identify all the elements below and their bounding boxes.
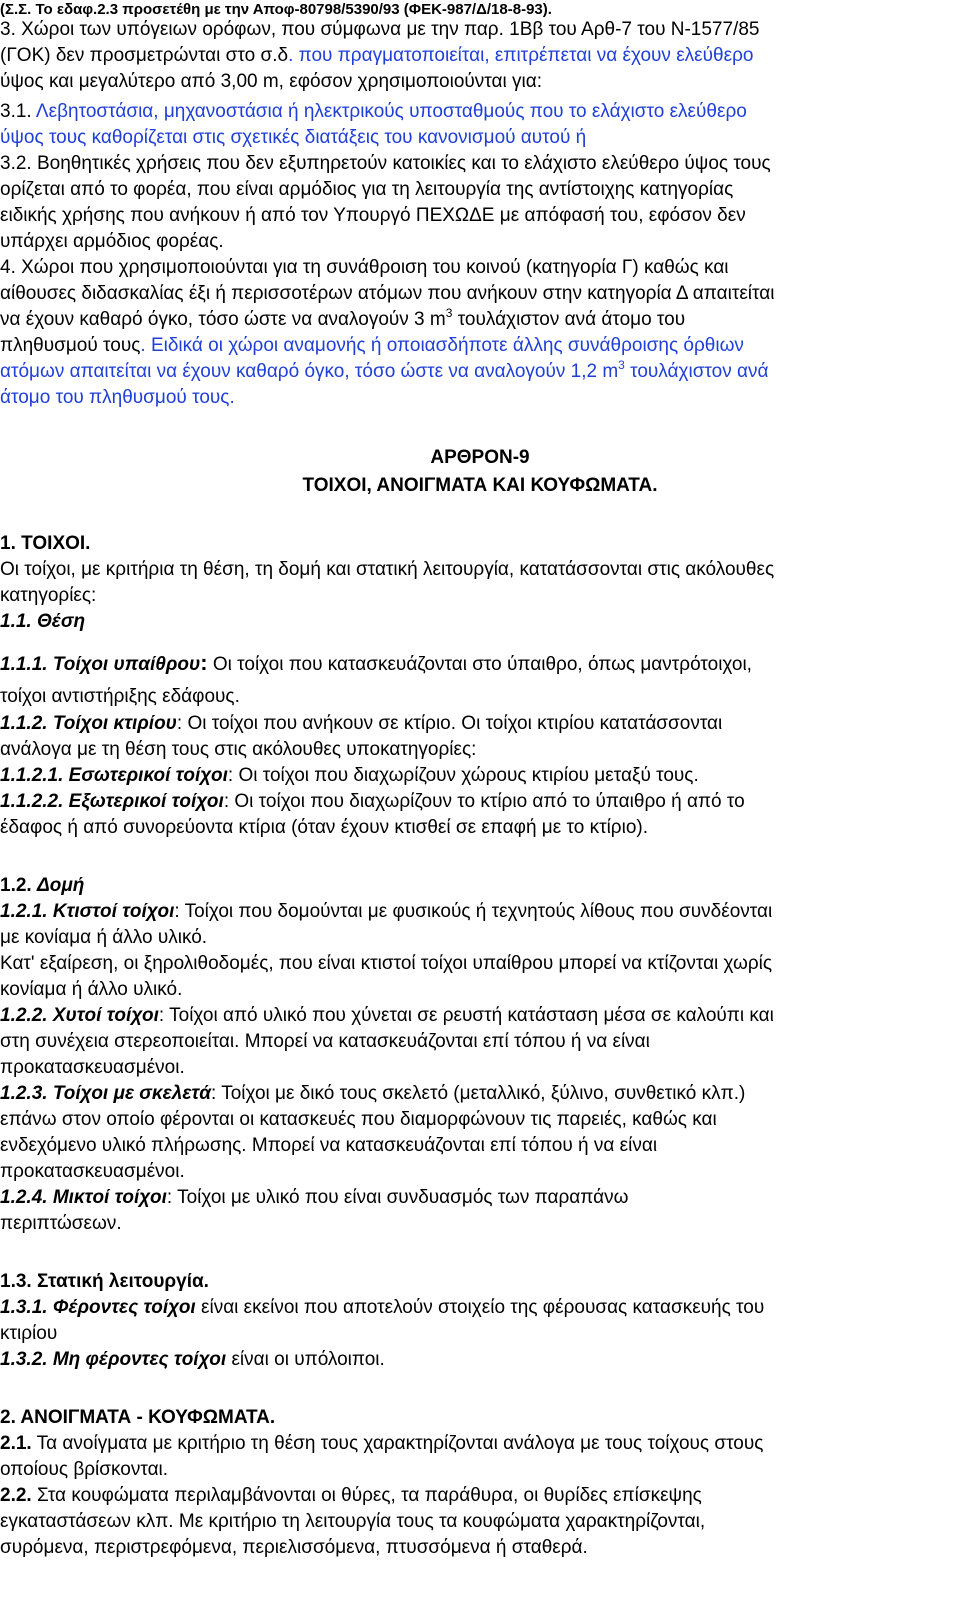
subsection-1-2-2-line-1: 1.2.2. Χυτοί τοίχοι: Τοίχοι από υλικό που χύνεται σε ρευστή κατάσταση μέσα σε καλούπι και [0,1005,774,1026]
subsection-1-3-2-line-1: 1.3.2. Μη φέροντες τοίχοι είναι οι υπόλοιποι. [0,1349,385,1370]
paragraph-4-line-6: άτομο του πληθυσμού τους. [0,387,235,408]
subsection-1-2-2-line-2: στη συνέχεια στερεοποιείται. Μπορεί να κατασκευάζονται επί τόπου ή να είναι [0,1031,650,1052]
subsection-1-1-2-1-line-1: 1.1.2.1. Εσωτερικοί τοίχοι: Οι τοίχοι που διαχωρίζουν χώρους κτιρίου μεταξύ τους. [0,765,699,786]
paragraph-3-1-line-2: ύψος τους καθορίζεται στις σχετικές διατάξεις του κανονισμού αυτού ή [0,127,587,148]
subsection-2-2-line-3: συρόμενα, περιστρεφόμενα, περιελισσόμενα, πτυσσόμενα ή σταθερά. [0,1537,588,1558]
subsection-2-2-line-2: εγκαταστάσεων κλπ. Με κριτήριο τη λειτουργία τους τα κουφώματα χαρακτηρίζονται, [0,1511,706,1532]
paragraph-3-line-3: ύψος και μεγαλύτερο από 3,00 m, εφόσον χρησιμοποιούνται για: [0,71,543,92]
subsection-1-1-1-line-1: 1.1.1. Τοίχοι υπαίθρου: Οι τοίχοι που κατασκευάζονται στο ύπαιθρο, όπως μαντρότοιχοι, [0,650,752,675]
subsection-1-2-3-line-1: 1.2.3. Τοίχοι με σκελετά: Τοίχοι με δικό τους σκελετό (μεταλλικό, ξύλινο, συνθετικό κλπ.) [0,1083,746,1104]
subsection-1-1-2-line-1: 1.1.2. Τοίχοι κτιρίου: Οι τοίχοι που ανήκουν σε κτίριο. Οι τοίχοι κτιρίου κατατάσσονται [0,713,723,734]
subsection-1-2-1-line-1: 1.2.1. Κτιστοί τοίχοι: Τοίχοι που δομούνται με φυσικούς ή τεχνητούς λίθους που συνδέονται [0,901,773,922]
subsection-1-1-1-line-2: τοίχοι αντιστήριξης εδάφους. [0,686,240,707]
subsection-2-2-line-1: 2.2. Στα κουφώματα περιλαμβάνονται οι θύρες, τα παράθυρα, οι θυρίδες επίσκεψης [0,1485,702,1506]
subsection-1-2-4-line-1: 1.2.4. Μικτοί τοίχοι: Τοίχοι με υλικό που είναι συνδυασμός των παραπάνω [0,1187,629,1208]
paragraph-4-line-2: αίθουσες διδασκαλίας έξι ή περισσοτέρων ατόμων που ανήκουν στην κατηγορία Δ απαιτείται [0,283,775,304]
paragraph-3-1-line-1: 3.1. Λεβητοστάσια, μηχανοστάσια ή ηλεκτρικούς υποσταθμούς που το ελάχιστο ελεύθερο [0,101,747,122]
subsection-1-2-1-line-2: με κονίαμα ή άλλο υλικό. [0,927,208,948]
paragraph-4-line-5: ατόμων απαιτείται να έχουν καθαρό όγκο, τόσο ώστε να αναλογούν 1,2 $m^3$ τουλάχιστον ανά [0,358,769,382]
subsection-1-2-3-line-2: επάνω στον οποίο φέρονται οι κατασκευές που διαμορφώνουν τις παρειές, καθώς και [0,1109,717,1130]
paragraph-4-line-1: 4. Χώροι που χρησιμοποιούνται για τη συνάθροιση του κοινού (κατηγορία Γ) καθώς και [0,257,729,278]
paragraph-4-line-4: πληθυσμού τους. Ειδικά οι χώροι αναμονής ή οποιασδήποτε άλλης συνάθροισης όρθιων [0,335,744,356]
section-2-heading: 2. ΑΝΟΙΓΜΑΤΑ - ΚΟΥΦΩΜΑΤΑ. [0,1407,276,1428]
paragraph-3-2-line-1: 3.2. Βοηθητικές χρήσεις που δεν εξυπηρετούν κατοικίες και το ελάχιστο ελεύθερο ύψος τους [0,153,771,174]
paragraph-3-2-line-2: ορίζεται από το φορέα, που είναι αρμόδιος για τη λειτουργία της αντίστοιχης κατηγορίας [0,179,734,200]
subsection-1-2-3-line-3: ενδεχόμενο υλικό πλήρωσης. Μπορεί να κατασκευάζονται επί τόπου ή να είναι [0,1135,658,1156]
article-subheading: ΤΟΙΧΟΙ, ΑΝΟΙΓΜΑΤΑ ΚΑΙ ΚΟΥΦΩΜΑΤΑ. [302,475,658,496]
section-1-heading: 1. ΤΟΙΧΟΙ. [0,533,91,554]
subsection-1-2-1-line-3: Κατ' εξαίρεση, οι ξηρολιθοδομές, που είναι κτιστοί τοίχοι υπαίθρου μπορεί να κτίζονται χωρίς [0,953,773,974]
amendment-note: (Σ.Σ. Το εδαφ.2.3 προσετέθη με την Αποφ-80798/5390/93 (ΦΕΚ-987/Δ/18-8-93). [0,1,552,18]
subsection-1-2-3-line-4: προκατασκευασμένοι. [0,1161,185,1182]
subsection-1-2-2-line-3: προκατασκευασμένοι. [0,1057,185,1078]
subsection-1-3-1-line-1: 1.3.1. Φέροντες τοίχοι είναι εκείνοι που αποτελούν στοιχείο της φέρουσας κατασκευής του [0,1297,765,1318]
subsection-1-2-4-line-2: περιπτώσεων. [0,1213,122,1234]
subsection-1-2-heading: 1.2. Δομή [0,875,85,896]
section-1-intro-line-2: κατηγορίες: [0,585,97,606]
subsection-1-3-heading: 1.3. Στατική λειτουργία. [0,1271,209,1292]
paragraph-3-2-line-3: ειδικής χρήσης που ανήκουν ή από τον Υπουργό ΠΕΧΩΔΕ με απόφασή του, εφόσον δεν [0,205,746,226]
paragraph-3-line-1: 3. Χώροι των υπόγειων ορόφων, που σύμφωνα με την παρ. 1Ββ του Αρθ-7 του Ν-1577/85 [0,19,760,40]
subsection-1-1-2-2-line-2: έδαφος ή από συνορεύοντα κτίρια (όταν έχουν κτισθεί σε επαφή με το κτίριο). [0,817,649,838]
subsection-1-1-2-line-2: ανάλογα με τη θέση τους στις ακόλουθες υποκατηγορίες: [0,739,477,760]
subsection-1-3-1-line-2: κτιρίου [0,1323,58,1344]
paragraph-3-line-2: (ΓΟΚ) δεν προσμετρώνται στο σ.δ. που πραγματοποιείται, επιτρέπεται να έχουν ελεύθερο [0,45,754,66]
subsection-1-2-1-line-4: κονίαμα ή άλλο υλικό. [0,979,183,1000]
paragraph-4-line-3: να έχουν καθαρό όγκο, τόσο ώστε να αναλογούν 3 $m^3$ τουλάχιστον ανά άτομο του [0,306,686,330]
subsection-2-1-line-1: 2.1. Τα ανοίγματα με κριτήριο τη θέση τους χαρακτηρίζονται ανάλογα με τους τοίχους στους [0,1433,764,1454]
subsection-1-1-2-2-line-1: 1.1.2.2. Εξωτερικοί τοίχοι: Οι τοίχοι που διαχωρίζουν το κτίριο από το ύπαιθρο ή από το [0,791,745,812]
paragraph-3-2-line-4: υπάρχει αρμόδιος φορέας. [0,231,224,252]
subsection-1-1-heading: 1.1. Θέση [0,611,86,632]
section-1-intro-line-1: Οι τοίχοι, με κριτήρια τη θέση, τη δομή και στατική λειτουργία, κατατάσσονται στις ακόλουθες [0,559,775,580]
subsection-2-1-line-2: οποίους βρίσκονται. [0,1459,169,1480]
article-heading: ΑΡΘΡΟΝ-9 [430,447,530,468]
